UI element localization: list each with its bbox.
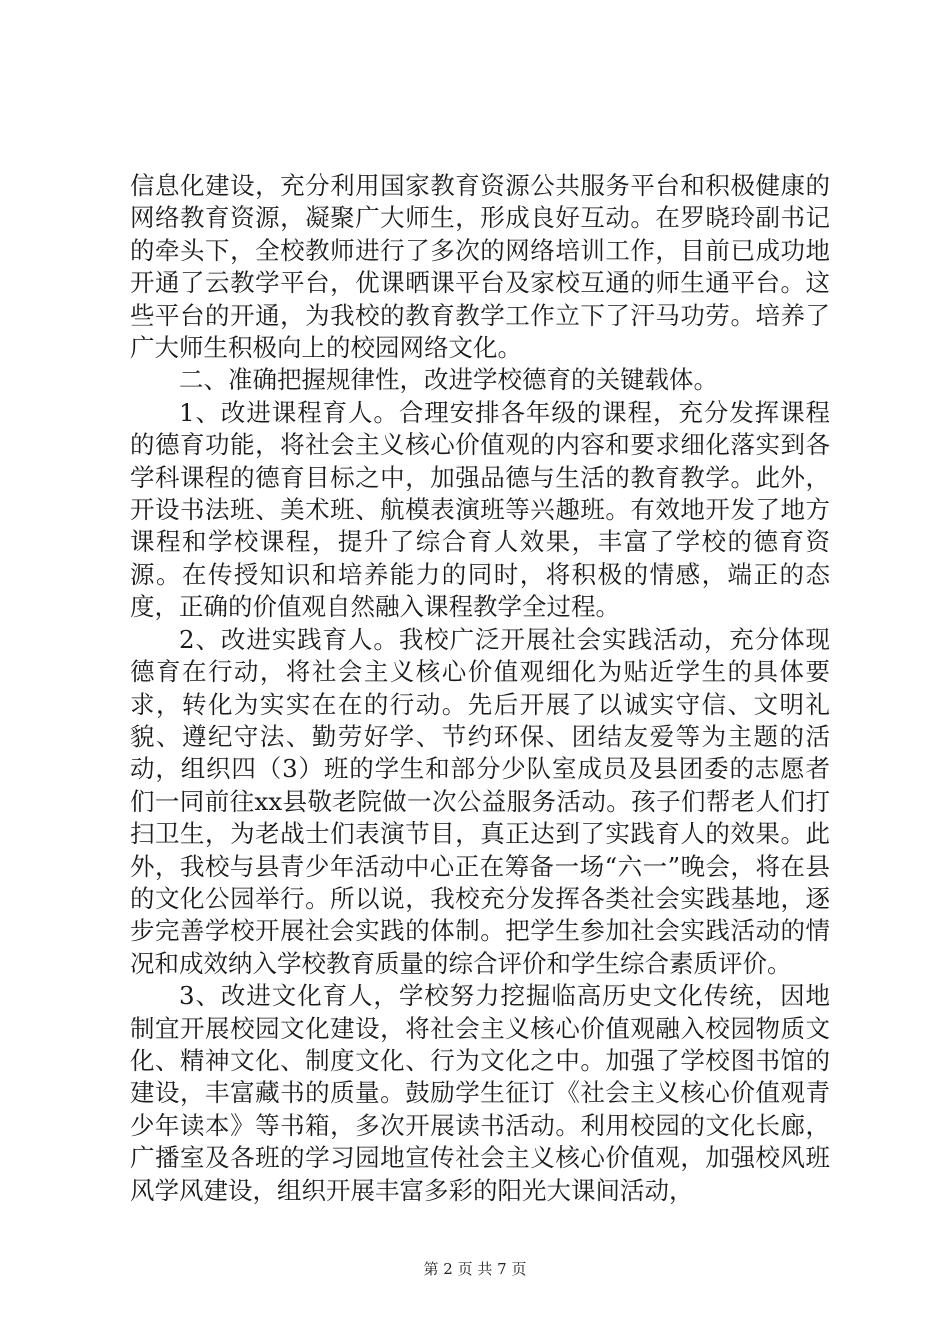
page-number-footer: 第 2 页 共 7 页 [423, 1260, 527, 1278]
paragraph-culture-education: 3、改进文化育人，学校努力挖掘临高历史文化传统，因地制宜开展校园文化建设，将社会主义核心价值观融入校园物质文化、精神文化、制度文化、行为文化之中。加强了学校图书馆的建设，丰富藏书的质量。鼓励学生征订《社会主义核心价值观青少年读本》等书箱，多次开展读书活动。利用校园的文化长廊，广播室及各班的学习园地宣传社会主义核心价值观，加强校风班风学风建设，组织开展丰富多彩的阳光大课间活动， [130, 981, 830, 1205]
document-body [130, 170, 830, 1207]
paragraph-1: 信息化建设，充分利用国家教育资源公共服务平台和积极健康的网络教育资源，凝聚广大师生，形成良好互动。在罗晓玲副书记的牵头下，全校教师进行了多次的网络培训工作，目前已成功地开通了云教学平台，优课晒课平台及家校互通的师生通平台。这些平台的开通，为我校的教育教学工作立下了汗马功劳。培养了广大师生积极向上的校园网络文化。 [130, 171, 830, 363]
paragraph-practice-education: 2、改进实践育人。我校广泛开展社会实践活动，充分体现德育在行动，将社会主义核心价值观细化为贴近学生的具体要求，转化为实实在在的行动。先后开展了以诚实守信、文明礼貌、遵纪守法、勤劳好学、节约环保、团结友爱等为主题的活动，组织四（3）班的学生和部分少队室成员及县团委的志愿者们一同前往xx县敬老院做一次公益服务活动。孩子们帮老人们打扫卫生，为老战士们表演节目，真正达到了实践育人的效果。此外，我校与县青少年活动中心正在筹备一场“六一”晚会，将在县的文化公园举行。所以说，我校充分发挥各类社会实践基地，逐步完善学校开展社会实践的体制。把学生参加社会实践活动的情况和成效纳入学校教育质量的综合评价和学生综合素质评价。 [130, 624, 830, 978]
section-heading-2: 二、准确把握规律性，改进学校德育的关键载体。 [179, 365, 718, 395]
paragraph-course-education: 1、改进课程育人。合理安排各年级的课程，充分发挥课程的德育功能，将社会主义核心价值观的内容和要求细化落实到各学科课程的德育目标之中，加强品德与生活的教育教学。此外，开设书法班、美术班、航模表演班等兴趣班。有效地开发了地方课程和学校课程，提升了综合育人效果，丰富了学校的德育资源。在传授知识和培养能力的同时，将积极的情感，端正的态度，正确的价值观自然融入课程教学全过程。 [130, 397, 830, 622]
